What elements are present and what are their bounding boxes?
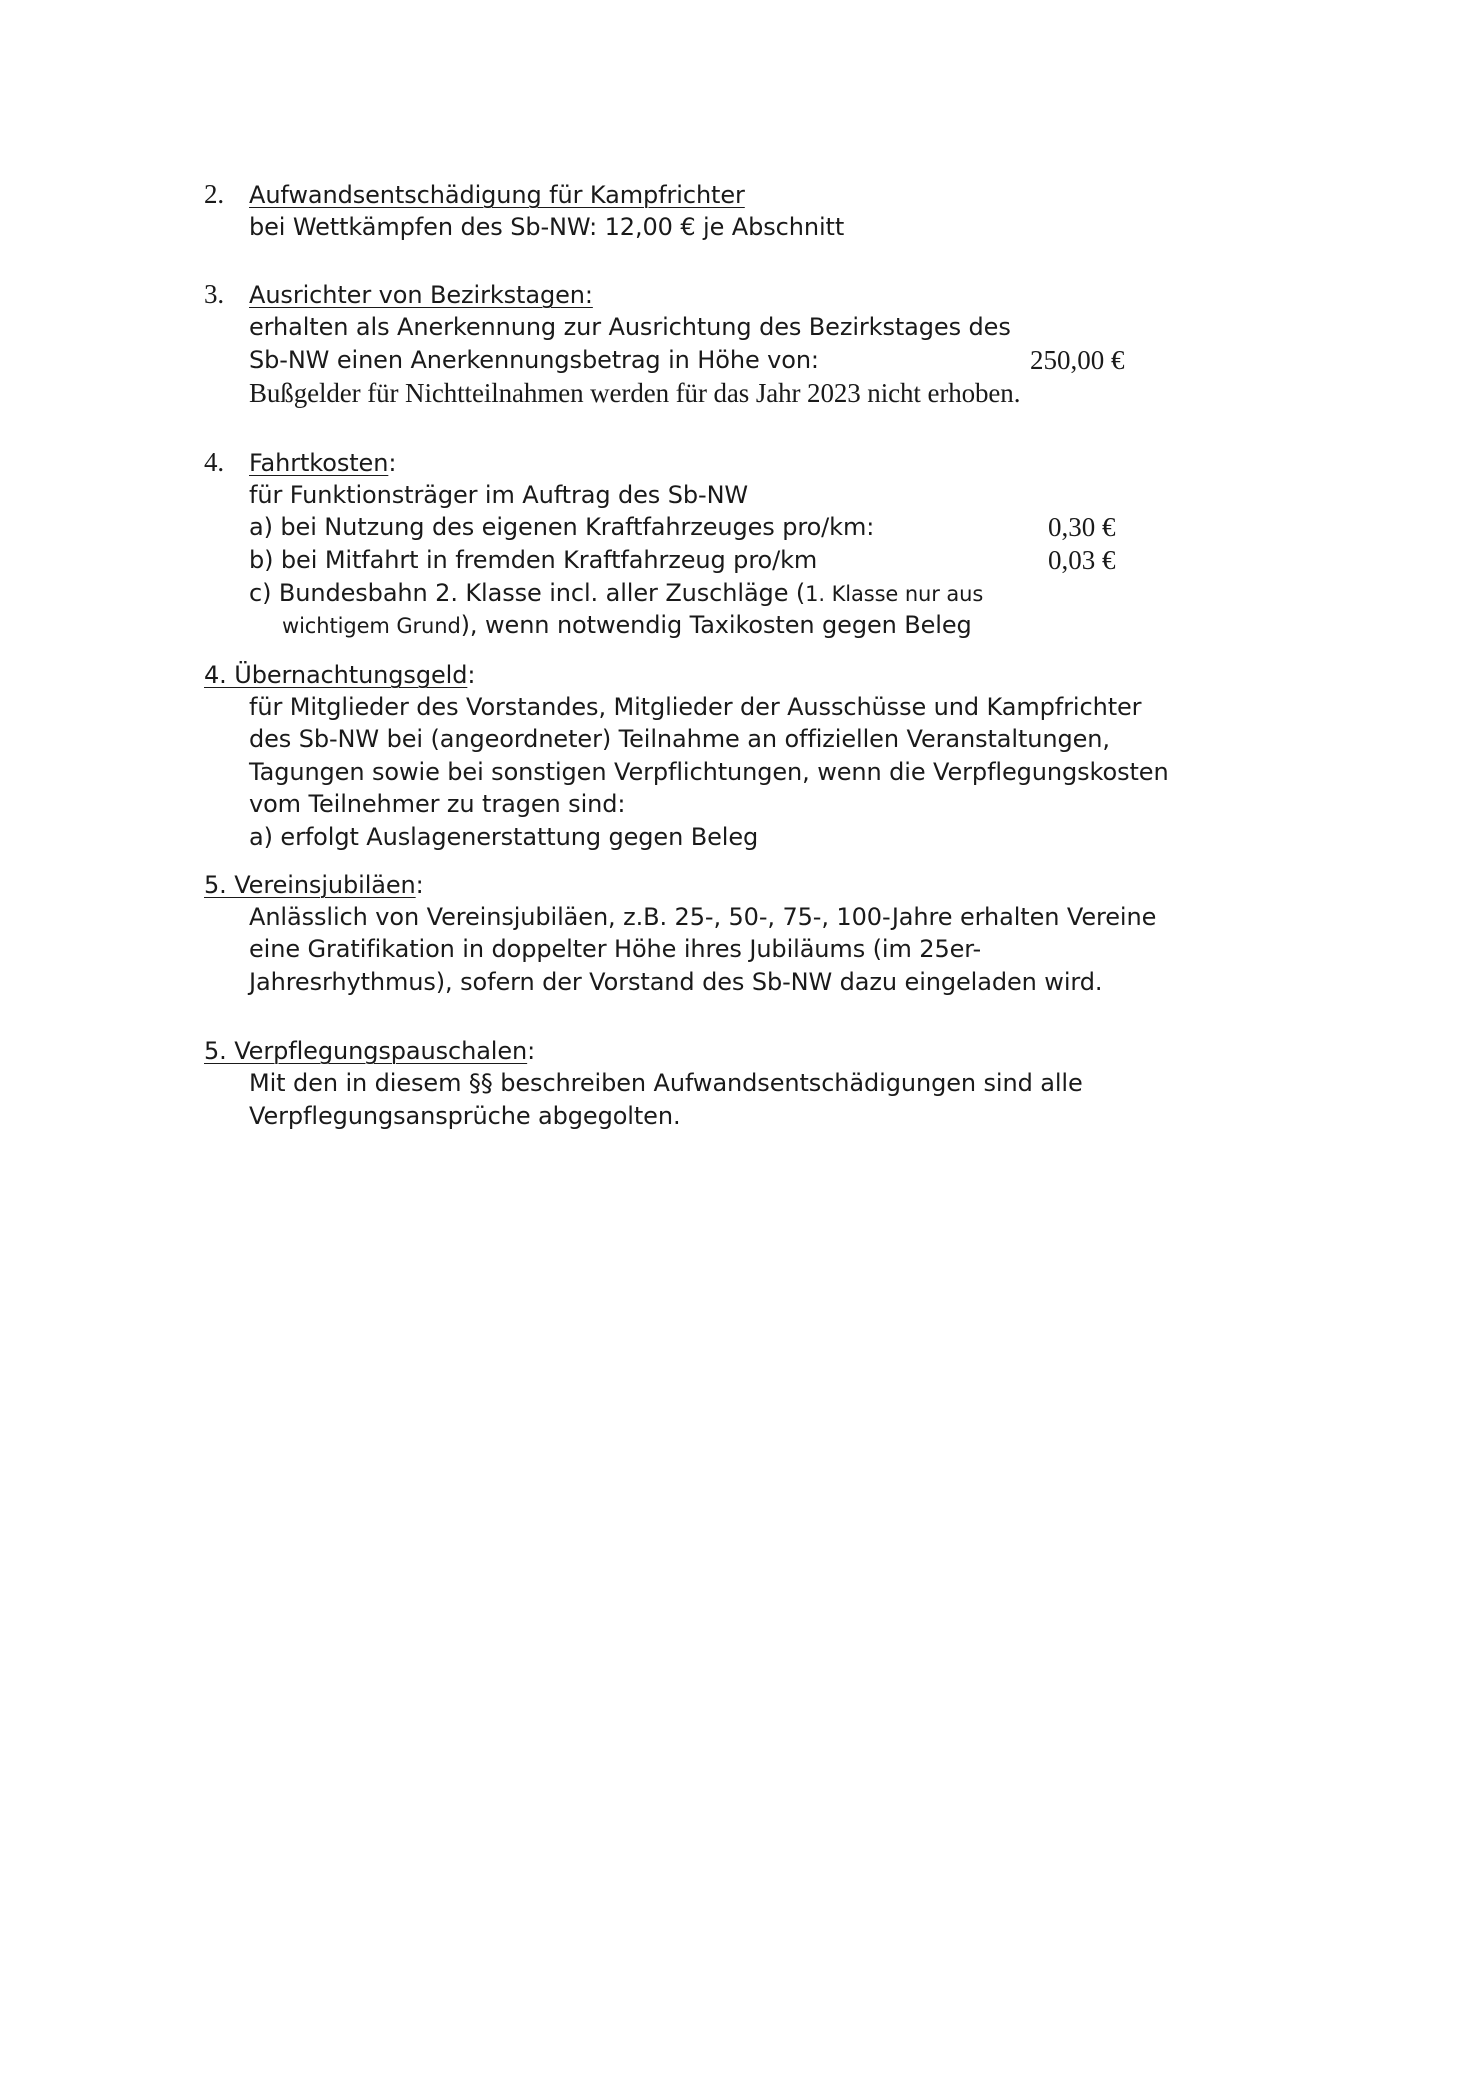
section-4b-text-3: Tagungen sowie bei sonstigen Verpflichtungen, wenn die Verpflegungskosten — [249, 758, 1169, 786]
section-5a-title: 5. Vereinsjubiläen — [204, 871, 416, 899]
section-5a-text-3: Jahresrhythmus), sofern der Vorstand des Sb-NW dazu eingeladen wird. — [249, 968, 1103, 996]
section-4-title-colon: : — [388, 449, 397, 477]
section-5a-text-2: eine Gratifikation in doppelter Höhe ihres Jubiläums (im 25er- — [249, 935, 982, 963]
section-3-number: 3. — [204, 279, 225, 309]
section-5b-text-2: Verpflegungsansprüche abgegolten. — [249, 1102, 681, 1130]
section-4-item-b-amount: 0,03 € — [1048, 545, 1116, 575]
section-4b-title: 4. Übernachtungsgeld — [204, 661, 468, 689]
section-3-text-2: Sb-NW einen Anerkennungsbetrag in Höhe von: — [249, 346, 819, 374]
section-3-title: Ausrichter von Bezirkstagen: — [249, 281, 593, 309]
section-4-title: Fahrtkosten — [249, 449, 389, 477]
section-4-text-1: für Funktionsträger im Auftrag des Sb-NW — [249, 481, 749, 509]
section-4-item-a-amount: 0,30 € — [1048, 512, 1116, 542]
section-4-number: 4. — [204, 447, 225, 477]
section-4b-text-4: vom Teilnehmer zu tragen sind: — [249, 790, 626, 818]
section-5a-title-wrap — [204, 869, 424, 901]
section-4-title-wrap — [249, 447, 396, 479]
section-3-amount: 250,00 € — [1030, 345, 1125, 375]
section-4b-text-5: a) erfolgt Auslagenerstattung gegen Beleg — [249, 823, 759, 851]
section-3-text-3: Bußgelder für Nichtteilnahmen werden für das Jahr 2023 nicht erhoben. — [249, 378, 1021, 408]
section-4b-text-2: des Sb-NW bei (angeordneter) Teilnahme an offiziellen Veranstaltungen, — [249, 725, 1110, 753]
section-5a-title-colon: : — [415, 871, 424, 899]
section-5b-title-wrap — [204, 1035, 535, 1067]
section-4b-title-wrap — [204, 659, 475, 691]
section-4b-text-1: für Mitglieder des Vorstandes, Mitglieder der Ausschüsse und Kampfrichter — [249, 693, 1142, 721]
section-5a-text-1: Anlässlich von Vereinsjubiläen, z.B. 25-, 50-, 75-, 100-Jahre erhalten Vereine — [249, 903, 1157, 931]
section-2-title: Aufwandsentschädigung für Kampfrichter — [249, 181, 745, 209]
section-4-item-c-cont-small: wichtigem Grund — [282, 614, 461, 638]
section-2-number: 2. — [204, 179, 225, 209]
section-4-item-c-cont-main: ), wenn notwendig Taxikosten gegen Beleg — [460, 611, 972, 639]
section-4-item-c-main: c) Bundesbahn 2. Klasse incl. aller Zuschläge ( — [249, 579, 806, 607]
section-4-item-a: a) bei Nutzung des eigenen Kraftfahrzeuges pro/km: — [249, 513, 875, 541]
section-4-item-c-small: 1. Klasse nur aus — [805, 582, 984, 606]
section-5b-title-colon: : — [527, 1037, 536, 1065]
section-4-item-c — [249, 577, 983, 610]
section-2-text: bei Wettkämpfen des Sb-NW: 12,00 € je Abschnitt — [249, 213, 845, 241]
section-4-item-c-cont — [282, 609, 972, 642]
section-4b-title-colon: : — [467, 661, 476, 689]
section-5b-title: 5. Verpflegungspauschalen — [204, 1037, 528, 1065]
section-3-text-1: erhalten als Anerkennung zur Ausrichtung des Bezirkstages des — [249, 313, 1011, 341]
section-5b-text-1: Mit den in diesem §§ beschreiben Aufwandsentschädigungen sind alle — [249, 1069, 1083, 1097]
section-4-item-b: b) bei Mitfahrt in fremden Kraftfahrzeug pro/km — [249, 546, 818, 574]
